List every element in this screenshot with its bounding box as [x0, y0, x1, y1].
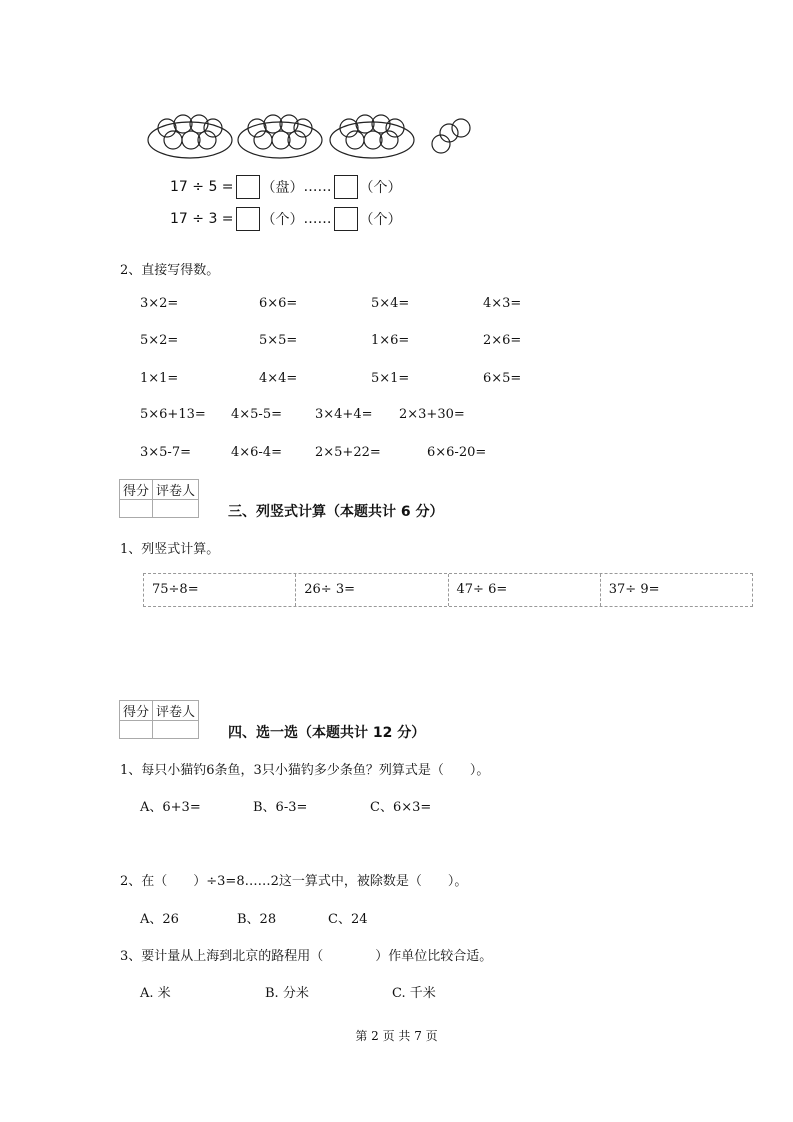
- choice-question-2: 2、在（ ）÷3=8……2这一算式中，被除数是（ ）。: [120, 874, 468, 889]
- grader-label: 评卷人: [153, 480, 199, 500]
- arith-item: 6×6-20=: [427, 445, 487, 460]
- choice-question-1: 1、每只小猫钓6条鱼，3只小猫钓多少条鱼？列算式是（ ）。: [120, 763, 490, 778]
- option-c[interactable]: C. 千米: [392, 986, 436, 1001]
- answer-box[interactable]: [236, 175, 260, 199]
- option-a[interactable]: A、6+3=: [140, 800, 201, 815]
- choice-question-3: 3、要计量从上海到北京的路程用（ ）作单位比较合适。: [120, 949, 493, 964]
- calc-cell: 47÷ 6=: [449, 574, 601, 606]
- plate-2: [238, 115, 322, 158]
- grader-cell[interactable]: [153, 721, 199, 739]
- grader-cell[interactable]: [153, 500, 199, 518]
- option-b[interactable]: B、28: [237, 912, 277, 927]
- arith-item: 4×6-4=: [231, 445, 282, 460]
- ellipsis: ……: [303, 179, 332, 195]
- arith-item: 4×5-5=: [231, 407, 282, 422]
- arith-item: 2×5+22=: [315, 445, 381, 460]
- equation-left: 17 ÷ 5 =: [170, 179, 234, 195]
- arith-item: 3×5-7=: [140, 445, 191, 460]
- option-a[interactable]: A. 米: [140, 986, 171, 1001]
- calc-cell: 37÷ 9=: [608, 582, 660, 597]
- arith-item: 2×6=: [483, 333, 522, 348]
- section-4-heading: 四、选一选（本题共计 12 分）: [228, 725, 426, 741]
- remainder-box[interactable]: [334, 175, 358, 199]
- unit-label: （个）: [261, 212, 304, 228]
- apple-plates-illustration: [145, 100, 485, 172]
- arith-item: 2×3+30=: [399, 407, 465, 422]
- vertical-calc-table: [143, 573, 753, 607]
- calc-cell: 26÷ 3=: [296, 574, 448, 606]
- arith-item: 6×6=: [259, 296, 298, 311]
- arith-item: 6×5=: [483, 371, 522, 386]
- arith-item: 5×5=: [259, 333, 298, 348]
- question-2-title: 2、直接写得数。: [120, 263, 220, 278]
- calc-cell: 75÷8=: [144, 574, 296, 606]
- arith-item: 1×6=: [371, 333, 410, 348]
- score-label: 得分: [120, 701, 153, 721]
- arith-item: 1×1=: [140, 371, 179, 386]
- plate-3: [330, 115, 414, 158]
- remainder-box[interactable]: [334, 207, 358, 231]
- division-equation-1: [170, 175, 402, 199]
- arith-item: 5×2=: [140, 333, 179, 348]
- option-b[interactable]: B、6-3=: [253, 800, 308, 815]
- score-box: [119, 700, 199, 739]
- equation-left: 17 ÷ 3 =: [170, 211, 234, 227]
- option-c[interactable]: C、6×3=: [370, 800, 432, 815]
- arith-item: 3×2=: [140, 296, 179, 311]
- plate-1: [148, 115, 232, 158]
- loose-apples: [432, 119, 470, 153]
- arith-item: 5×1=: [371, 371, 410, 386]
- arith-item: 4×3=: [483, 296, 522, 311]
- arith-item: 3×4+4=: [315, 407, 373, 422]
- unit-label: （个）: [359, 180, 402, 196]
- section-3-heading: 三、列竖式计算（本题共计 6 分）: [228, 504, 444, 520]
- option-a[interactable]: A、26: [140, 912, 179, 927]
- score-cell[interactable]: [120, 500, 153, 518]
- score-cell[interactable]: [120, 721, 153, 739]
- section-3-question-1: 1、列竖式计算。: [120, 542, 220, 557]
- arith-item: 5×4=: [371, 296, 410, 311]
- unit-label: （个）: [359, 212, 402, 228]
- answer-box[interactable]: [236, 207, 260, 231]
- page-footer: 第 2 页 共 7 页: [355, 1029, 438, 1043]
- unit-label: （盘）: [261, 180, 304, 196]
- score-box: [119, 479, 199, 518]
- arith-item: 5×6+13=: [140, 407, 206, 422]
- score-label: 得分: [120, 480, 153, 500]
- arith-item: 4×4=: [259, 371, 298, 386]
- ellipsis: ……: [303, 211, 332, 227]
- grader-label: 评卷人: [153, 701, 199, 721]
- division-equation-2: [170, 207, 402, 231]
- option-c[interactable]: C、24: [328, 912, 368, 927]
- option-b[interactable]: B. 分米: [265, 986, 309, 1001]
